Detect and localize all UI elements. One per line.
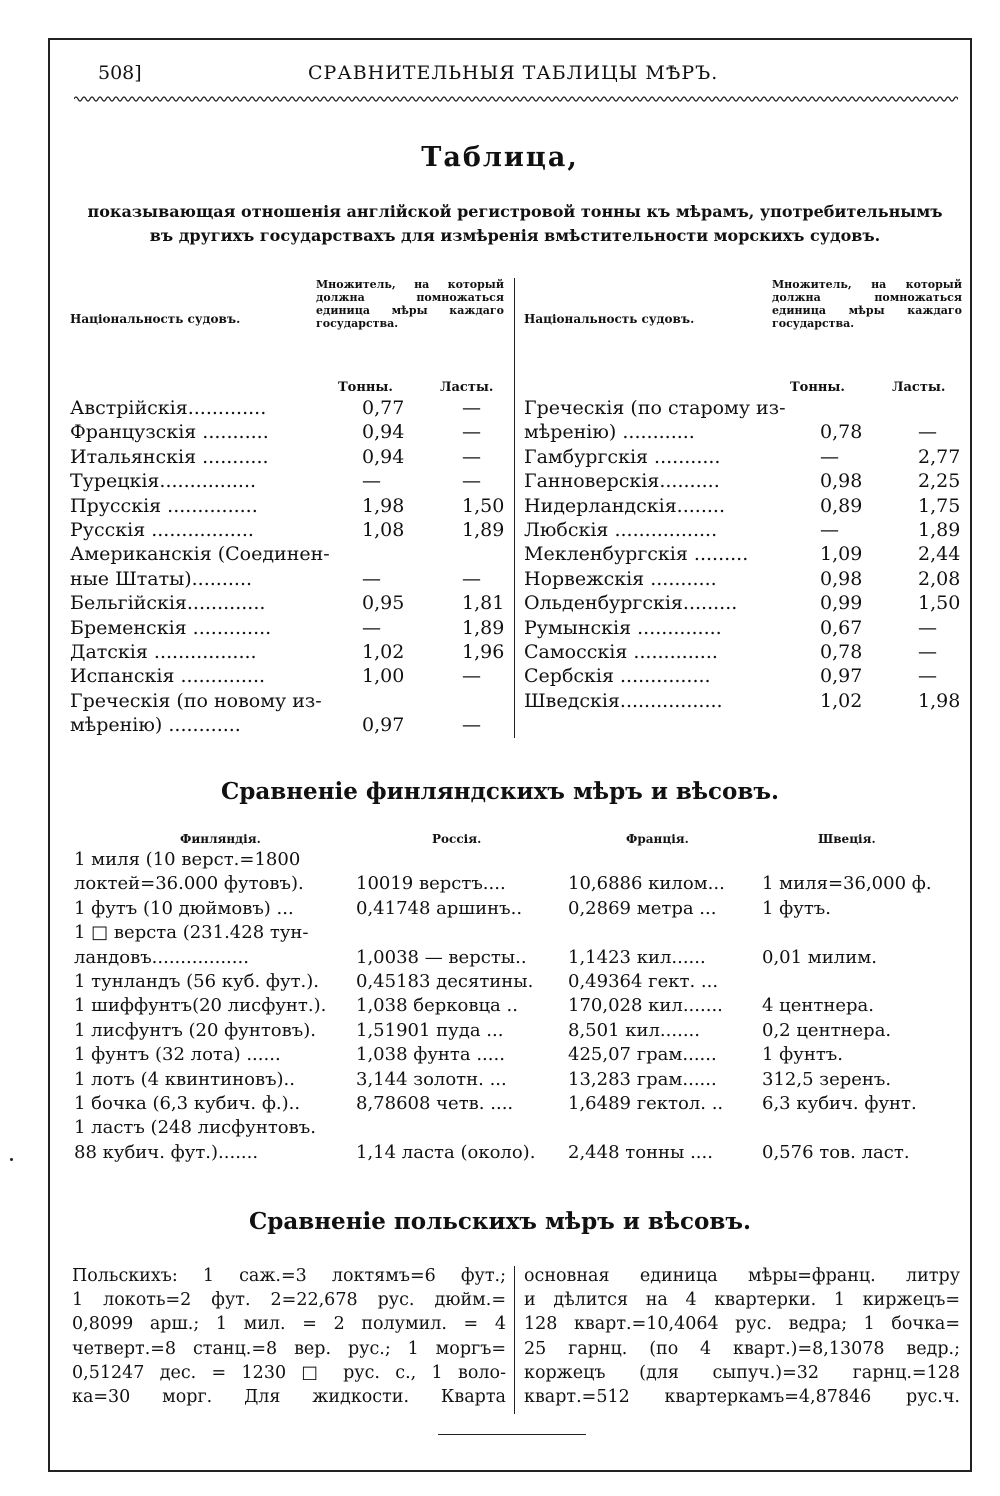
left-row bbox=[70, 640, 510, 664]
lasts-value: 1,98 bbox=[918, 689, 961, 712]
france-cell: 2,448 тонны .... bbox=[568, 1141, 713, 1163]
polish-text-line: ка=30 морг. Для жидкости. Кварта bbox=[72, 1387, 506, 1408]
left-row bbox=[70, 689, 510, 713]
polish-text-line: 0,8099 арш.; 1 мил. = 2 полумил. = 4 bbox=[72, 1314, 506, 1335]
nationality-name: Прусскія ............... bbox=[70, 494, 258, 517]
page-header bbox=[98, 62, 938, 92]
sweden-cell: 1 футъ. bbox=[762, 897, 831, 919]
nationality-name: Гамбургскія ........... bbox=[524, 445, 721, 468]
col-lasts-header-right: Ласты. bbox=[892, 380, 946, 395]
right-row bbox=[524, 567, 964, 591]
left-row bbox=[70, 494, 510, 518]
finnish-col-header-russia: Россія. bbox=[432, 832, 482, 846]
tons-value: 0,78 bbox=[820, 641, 863, 663]
tons-value: — bbox=[820, 519, 839, 541]
france-cell: 425,07 грам...... bbox=[568, 1044, 717, 1066]
nationality-name: Греческія (по новому из- bbox=[70, 689, 322, 712]
finnish-row bbox=[74, 872, 964, 896]
table-title: Таблица, bbox=[421, 142, 579, 173]
nationality-name: Испанскія .............. bbox=[70, 665, 266, 688]
finland-cell: 1 миля (10 верст.=1800 bbox=[74, 849, 301, 870]
left-row bbox=[70, 518, 510, 542]
france-cell: 8,501 кил....... bbox=[568, 1019, 700, 1041]
lasts-value: — bbox=[918, 665, 937, 688]
table-subtitle-line2: въ другихъ государствахъ для измѣренія вмѣстительности морскихъ судовъ. bbox=[149, 226, 881, 245]
finnish-row bbox=[74, 921, 964, 945]
finnish-row bbox=[74, 1068, 964, 1092]
nationality-name: Шведскія................. bbox=[524, 689, 723, 712]
left-row bbox=[70, 616, 510, 640]
finnish-row bbox=[74, 1092, 964, 1116]
tons-value: 1,09 bbox=[820, 543, 863, 566]
nationality-name: Сербскія ............... bbox=[524, 665, 711, 688]
polish-text-line: и дѣлится на 4 квартерки. 1 киржецъ= bbox=[524, 1290, 960, 1311]
tons-value: 0,94 bbox=[362, 445, 405, 468]
right-row bbox=[524, 445, 964, 469]
sweden-cell: 0,576 тов. ласт. bbox=[762, 1141, 910, 1163]
lasts-value: 1,75 bbox=[918, 494, 961, 517]
lasts-value: 1,81 bbox=[462, 592, 505, 615]
france-cell: 1,6489 гектол. .. bbox=[568, 1093, 724, 1114]
finland-cell: 1 ластъ (248 лисфунтовъ. bbox=[74, 1117, 316, 1139]
tons-value: 0,95 bbox=[362, 592, 405, 615]
nationality-name: Турецкія................ bbox=[70, 470, 257, 493]
nationality-name: Французскія ........... bbox=[70, 421, 269, 444]
lasts-value: — bbox=[918, 421, 937, 444]
lasts-value: — bbox=[462, 714, 481, 737]
lasts-value: — bbox=[462, 445, 481, 468]
finland-cell: 1 фунтъ (32 лота) ...... bbox=[74, 1044, 281, 1066]
nationality-name: Американскія (Соединен- bbox=[70, 543, 330, 566]
finland-cell: 1 бочка (6,3 кубич. ф.).. bbox=[74, 1093, 301, 1114]
nationality-name: Итальянскія ........... bbox=[70, 445, 269, 468]
france-cell: 0,2869 метра ... bbox=[568, 897, 717, 919]
nationality-name: Ольденбургскія......... bbox=[524, 592, 738, 615]
russia-cell: 1,038 фунта ..... bbox=[356, 1044, 505, 1066]
tons-value: 0,98 bbox=[820, 470, 863, 493]
tons-value: 1,02 bbox=[362, 641, 405, 663]
polish-text-left bbox=[72, 1264, 506, 1409]
polish-text-line: основная единица мѣры=франц. литру bbox=[524, 1266, 960, 1286]
nationality-name: Греческія (по старому из- bbox=[524, 397, 786, 419]
polish-text-line: 1 локоть=2 фут. 2=22,678 рус. дюйм.= bbox=[72, 1290, 506, 1311]
russia-cell: 0,45183 десятины. bbox=[356, 971, 534, 992]
nationality-name: Самосскія .............. bbox=[524, 641, 718, 663]
polish-text-line: 0,51247 дес. = 1230 □ рус. с., 1 воло- bbox=[72, 1362, 506, 1383]
col-multiplier-header: Множитель, на который должна помножаться единица мѣры каждаго государства. bbox=[316, 278, 504, 330]
sweden-cell: 1 миля=36,000 ф. bbox=[762, 873, 932, 895]
left-row bbox=[70, 542, 510, 566]
left-row bbox=[70, 420, 510, 444]
nationality-name: мѣренію) ............ bbox=[524, 421, 695, 444]
right-row bbox=[524, 494, 964, 518]
lasts-value: 1,50 bbox=[462, 494, 505, 517]
finland-cell: 88 кубич. фут.)....... bbox=[74, 1141, 259, 1163]
right-row bbox=[524, 591, 964, 615]
lasts-value: 2,08 bbox=[918, 567, 961, 590]
nationality-name: Румынскія .............. bbox=[524, 616, 722, 639]
nationality-name: Бременскія ............. bbox=[70, 616, 272, 639]
polish-text-line: Польскихъ: 1 саж.=3 локтямъ=6 фут.; bbox=[72, 1266, 506, 1286]
lasts-value: 2,44 bbox=[918, 543, 961, 566]
finnish-row bbox=[74, 994, 964, 1018]
nationality-name: Бельгійскія............. bbox=[70, 592, 266, 615]
left-row bbox=[70, 396, 510, 420]
tons-value: — bbox=[820, 445, 839, 468]
col-lasts-header: Ласты. bbox=[440, 380, 494, 395]
tons-value: 0,99 bbox=[820, 592, 863, 615]
france-cell: 170,028 кил....... bbox=[568, 995, 723, 1017]
margin-speck bbox=[10, 1158, 13, 1161]
sweden-cell: 4 центнера. bbox=[762, 995, 874, 1017]
finland-cell: локтей=36.000 футовъ). bbox=[74, 873, 304, 895]
nationality-name: ные Штаты).......... bbox=[70, 567, 253, 590]
finnish-section-title: Сравненіе финляндскихъ мѣръ и вѣсовъ. bbox=[220, 778, 780, 805]
tons-value: 0,77 bbox=[362, 397, 405, 419]
header-wavy-rule bbox=[74, 94, 958, 104]
nationality-name: Австрійскія............. bbox=[70, 397, 267, 419]
finnish-row bbox=[74, 1019, 964, 1043]
nationality-name: Нидерландскія........ bbox=[524, 494, 725, 517]
finnish-col-header-sweden: Швеція. bbox=[818, 832, 876, 846]
tons-value: — bbox=[362, 616, 381, 639]
sweden-cell: 6,3 кубич. фунт. bbox=[762, 1093, 917, 1114]
lasts-value: 1,50 bbox=[918, 592, 961, 615]
lasts-value: — bbox=[462, 397, 481, 419]
sweden-cell: 0,01 милим. bbox=[762, 946, 877, 968]
right-row bbox=[524, 616, 964, 640]
russia-cell: 8,78608 четв. .... bbox=[356, 1093, 514, 1114]
left-row bbox=[70, 567, 510, 591]
sweden-cell: 1 фунтъ. bbox=[762, 1044, 843, 1066]
polish-text-line: 128 кварт.=10,4064 рус. ведра; 1 бочка= bbox=[524, 1314, 960, 1335]
end-rule bbox=[438, 1434, 586, 1435]
finland-cell: 1 □ верста (231.428 тун- bbox=[74, 922, 309, 944]
finland-cell: 1 футъ (10 дюймовъ) ... bbox=[74, 897, 294, 919]
table-subtitle bbox=[70, 200, 960, 248]
right-row bbox=[524, 542, 964, 566]
france-cell: 13,283 грам...... bbox=[568, 1068, 717, 1090]
russia-cell: 1,038 берковца .. bbox=[356, 995, 518, 1017]
tons-value: 0,98 bbox=[820, 567, 863, 590]
russia-cell: 0,41748 аршинъ.. bbox=[356, 897, 523, 919]
finnish-row bbox=[74, 1043, 964, 1067]
lasts-value: 1,96 bbox=[462, 641, 505, 663]
tons-value: 1,00 bbox=[362, 665, 405, 688]
col-tons-header-right: Тонны. bbox=[790, 380, 845, 395]
sweden-cell: 312,5 зеренъ. bbox=[762, 1068, 892, 1090]
finnish-col-header-france: Франція. bbox=[626, 832, 689, 846]
russia-cell: 1,14 ласта (около). bbox=[356, 1141, 536, 1163]
right-row bbox=[524, 689, 964, 713]
col-nationality-header-right: Національность судовъ. bbox=[524, 312, 695, 326]
finland-cell: 1 шиффунтъ(20 лисфунт.). bbox=[74, 995, 327, 1017]
finnish-row bbox=[74, 946, 964, 970]
lasts-value: 2,77 bbox=[918, 445, 961, 468]
col-nationality-header: Національность судовъ. bbox=[70, 312, 241, 326]
tons-value: 0,78 bbox=[820, 421, 863, 444]
russia-cell: 3,144 золотн. ... bbox=[356, 1068, 507, 1090]
lasts-value: — bbox=[462, 567, 481, 590]
polish-section-title: Сравненіе польскихъ мѣръ и вѣсовъ. bbox=[248, 1208, 752, 1235]
right-row bbox=[524, 664, 964, 688]
right-row bbox=[524, 518, 964, 542]
finland-cell: 1 лисфунтъ (20 фунтовъ). bbox=[74, 1019, 316, 1041]
left-row bbox=[70, 445, 510, 469]
finnish-row bbox=[74, 1116, 964, 1140]
right-row bbox=[524, 396, 964, 420]
finland-cell: 1 лотъ (4 квинтиновъ).. bbox=[74, 1068, 295, 1090]
lasts-value: 1,89 bbox=[918, 519, 961, 541]
polish-text-line: кварт.=512 квартеркамъ=4,87846 рус.ч. bbox=[524, 1387, 960, 1408]
page-border bbox=[48, 38, 972, 1472]
table-subtitle-line1: показывающая отношенія англійской регистровой тонны къ мѣрамъ, употребительнымъ bbox=[87, 202, 943, 221]
sweden-cell: 0,2 центнера. bbox=[762, 1019, 892, 1041]
nationality-name: Русскія ................. bbox=[70, 519, 254, 541]
polish-text-line: коржецъ (для сыпуч.)=32 гарнц.=128 bbox=[524, 1362, 960, 1383]
tons-value: 1,98 bbox=[362, 494, 405, 517]
col-multiplier-header-right: Множитель, на который должна помножаться единица мѣры каждаго государства. bbox=[772, 278, 962, 330]
tons-value: 0,97 bbox=[362, 714, 405, 737]
nationality-name: Норвежскія ........... bbox=[524, 567, 717, 590]
france-cell: 10,6886 килом... bbox=[568, 873, 725, 895]
lasts-value: — bbox=[462, 665, 481, 688]
finnish-row bbox=[74, 897, 964, 921]
finland-cell: ландовъ................. bbox=[74, 946, 249, 968]
france-cell: 1,1423 кил...... bbox=[568, 946, 706, 968]
nationality-name: Мекленбургскія ......... bbox=[524, 543, 749, 566]
finland-cell: 1 тунландъ (56 куб. фут.). bbox=[74, 971, 320, 992]
nationality-name: Любскія ................. bbox=[524, 519, 718, 541]
tons-value: — bbox=[362, 470, 381, 493]
lasts-value: 1,89 bbox=[462, 616, 505, 639]
lasts-value: 1,89 bbox=[462, 519, 505, 541]
polish-column-divider bbox=[514, 1266, 515, 1414]
russia-cell: 1,0038 — версты.. bbox=[356, 946, 527, 968]
tons-value: 0,89 bbox=[820, 494, 863, 517]
nationality-name: Датскія ................. bbox=[70, 641, 257, 663]
finnish-row bbox=[74, 1141, 964, 1165]
col-tons-header: Тонны. bbox=[338, 380, 393, 395]
polish-text-line: 25 гарнц. (по 4 кварт.)=8,13078 ведр.; bbox=[524, 1338, 960, 1359]
left-row bbox=[70, 469, 510, 493]
left-row bbox=[70, 664, 510, 688]
finnish-col-header-finland: Финляндія. bbox=[180, 832, 261, 846]
left-row bbox=[70, 713, 510, 737]
right-row bbox=[524, 640, 964, 664]
tons-value: 0,97 bbox=[820, 665, 863, 688]
finnish-row bbox=[74, 970, 964, 994]
lasts-value: — bbox=[918, 641, 937, 663]
lasts-value: 2,25 bbox=[918, 470, 961, 493]
column-divider bbox=[514, 278, 515, 738]
lasts-value: — bbox=[462, 421, 481, 444]
nationality-name: мѣренію) ............ bbox=[70, 714, 241, 737]
france-cell: 0,49364 гект. ... bbox=[568, 971, 719, 992]
tons-value: 0,94 bbox=[362, 421, 405, 444]
finnish-row bbox=[74, 848, 964, 872]
tons-value: 1,08 bbox=[362, 519, 405, 541]
lasts-value: — bbox=[462, 470, 481, 493]
right-row bbox=[524, 469, 964, 493]
russia-cell: 10019 верстъ.... bbox=[356, 873, 506, 895]
running-title: СРАВНИТЕЛЬНЫЯ ТАБЛИЦЫ МѢРЪ. bbox=[308, 62, 719, 84]
lasts-value: — bbox=[918, 616, 937, 639]
page-number: 508] bbox=[98, 62, 142, 84]
left-row bbox=[70, 591, 510, 615]
nationality-name: Ганноверскія.......... bbox=[524, 470, 720, 493]
tons-value: 0,67 bbox=[820, 616, 863, 639]
russia-cell: 1,51901 пуда ... bbox=[356, 1019, 504, 1041]
polish-text-line: четверт.=8 станц.=8 вер. рус.; 1 моргъ= bbox=[72, 1338, 506, 1359]
tons-value: 1,02 bbox=[820, 689, 863, 712]
polish-text-right bbox=[524, 1264, 960, 1409]
right-row bbox=[524, 420, 964, 444]
tons-value: — bbox=[362, 567, 381, 590]
